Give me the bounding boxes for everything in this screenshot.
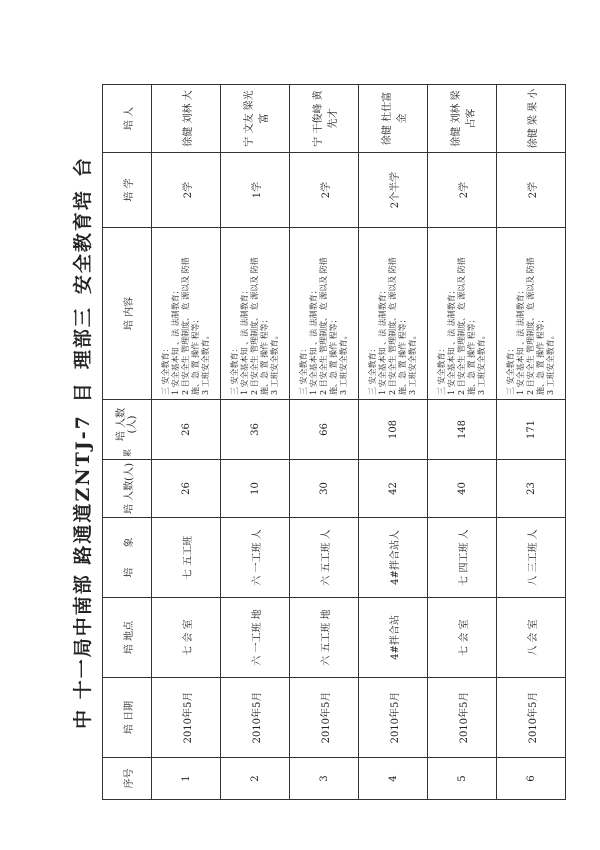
content-line: 三 安全教育： (299, 344, 308, 395)
title-part: 中 十一局中南部 路通道ZNTJ-7 (71, 414, 94, 729)
cell-place: 六 五工班 地 (290, 598, 359, 678)
content-line: 施、急 置 操作 程等； (191, 315, 200, 395)
content-line: 2 目安全生 管理制度、 危 源以及 防措 (319, 257, 328, 395)
cell-date: 2010年5月 (221, 678, 290, 758)
training-register-sheet (62, 85, 562, 800)
content-line: 施、急 置 操作 程等； (467, 315, 476, 395)
cell-content (290, 228, 359, 400)
cell-place: 七 会 室 (428, 598, 497, 678)
cell-date: 2010年5月 (152, 678, 221, 758)
cell-place: 八 会 室 (497, 598, 566, 678)
content-line: 施、急 置 操作 程等； (536, 315, 545, 395)
content-line: 1 安全基本知 、法 法制教育； (447, 286, 456, 395)
cell-seq: 4 (359, 758, 428, 800)
table-row (359, 85, 428, 800)
header-seq: 序号 (103, 758, 152, 800)
cell-hours: 2学 (152, 153, 221, 228)
cell-place: 七 会 室 (152, 598, 221, 678)
cell-cumulative: 148 (428, 400, 497, 460)
header-trainer: 培 人 (103, 85, 152, 153)
content-line: 三 安全教育： (506, 344, 515, 395)
content-line: 1 安全基本知 、法 法制教育； (240, 286, 249, 395)
header-hours: 培 学 (103, 153, 152, 228)
cell-trainer: 徐健 刘林 大 (152, 85, 221, 153)
cell-place: 六 一工班 地 (221, 598, 290, 678)
content-line: 2 目安全生 管理制度、 危 源以及 防措 (457, 257, 466, 395)
content-line: 施、急 置 操作 程等； (329, 315, 338, 395)
header-cumulative-label: 培 人数(人) (116, 407, 138, 442)
content-line: 施、急 置 操作 程等； (398, 315, 407, 395)
content-line: 三 安全教育： (368, 344, 377, 395)
cell-seq: 5 (428, 758, 497, 800)
cell-target: 4#拌合站人 (359, 518, 428, 598)
cell-target: 七 四工班 人 (428, 518, 497, 598)
cell-seq: 6 (497, 758, 566, 800)
content-line: 1 安全基本知 、法 法制教育； (378, 286, 387, 395)
cell-count: 30 (290, 460, 359, 518)
cell-hours: 2学 (428, 153, 497, 228)
cell-date: 2010年5月 (290, 678, 359, 758)
cell-cumulative: 66 (290, 400, 359, 460)
cell-trainer: 徐健 梁 果 小 (497, 85, 566, 153)
cell-seq: 2 (221, 758, 290, 800)
cell-count: 42 (359, 460, 428, 518)
training-record-table (102, 84, 566, 800)
cell-cumulative: 108 (359, 400, 428, 460)
cell-content (221, 228, 290, 400)
content-line: 1 安全基本知 、法 法制教育； (516, 286, 525, 395)
content-line: 3 工班安全教育。 (408, 331, 417, 395)
content-line: 三 安全教育： (437, 344, 446, 395)
title-part: 目 (71, 381, 94, 403)
title-part: 安全教育培 (71, 189, 94, 295)
cell-trainer: 宁 文友 梁光富 (221, 85, 290, 153)
cell-trainer: 徐健 杜仕富 金 (359, 85, 428, 153)
content-line: 3 工班安全教育。 (201, 331, 210, 395)
content-line: 3 工班安全教育。 (477, 331, 486, 395)
cell-target: 六 一工班 人 (221, 518, 290, 598)
header-count: 培 人数(人) (103, 460, 152, 518)
cell-date: 2010年5月 (359, 678, 428, 758)
cell-content (428, 228, 497, 400)
table-row (290, 85, 359, 800)
cell-content (152, 228, 221, 400)
cell-hours: 2学 (497, 153, 566, 228)
cell-place: 4#拌合站 (359, 598, 428, 678)
cell-target: 六 五工班 人 (290, 518, 359, 598)
header-date: 培 日期 (103, 678, 152, 758)
content-line: 3 工班安全教育。 (270, 331, 279, 395)
cell-hours: 1学 (221, 153, 290, 228)
content-line: 2 目安全生 管理制度、 危 源以及 防措 (388, 257, 397, 395)
header-place: 培 地点 (103, 598, 152, 678)
cell-date: 2010年5月 (497, 678, 566, 758)
content-line: 1 安全基本知 、法 法制教育； (171, 286, 180, 395)
header-target: 培 象 (103, 518, 152, 598)
content-line: 2 目安全生 管理制度、 危 源以及 防措 (250, 257, 259, 395)
content-line: 2 目安全生 管理制度、 危 源以及 防措 (181, 257, 190, 395)
content-line: 1 安全基本知 、法 法制教育； (309, 286, 318, 395)
cell-target: 八 三工班 人 (497, 518, 566, 598)
title-part: 台 (71, 156, 94, 178)
table-row (152, 85, 221, 800)
cell-seq: 1 (152, 758, 221, 800)
cell-hours: 2个半学 (359, 153, 428, 228)
cell-content (497, 228, 566, 400)
content-line: 3 工班安全教育。 (339, 331, 348, 395)
cell-cumulative: 26 (152, 400, 221, 460)
table-row (497, 85, 566, 800)
table-header-row (103, 85, 152, 800)
table-row (221, 85, 290, 800)
cell-target: 七 五工班 (152, 518, 221, 598)
content-line: 三 安全教育： (230, 344, 239, 395)
document-title (62, 85, 100, 800)
header-cumulative (103, 400, 152, 460)
cell-date: 2010年5月 (428, 678, 497, 758)
header-cumulative-side: 累 (122, 449, 132, 457)
cell-trainer: 徐健 刘林 梁占客 (428, 85, 497, 153)
content-line: 施、急 置 操作 程等； (260, 315, 269, 395)
table-row (428, 85, 497, 800)
cell-cumulative: 36 (221, 400, 290, 460)
cell-count: 40 (428, 460, 497, 518)
title-part: 理部三 (71, 306, 94, 370)
cell-count: 26 (152, 460, 221, 518)
cell-hours: 2学 (290, 153, 359, 228)
cell-cumulative: 171 (497, 400, 566, 460)
content-line: 2 目安全生 管理制度、 危 源以及 防措 (526, 257, 535, 395)
cell-count: 23 (497, 460, 566, 518)
content-line: 三 安全教育： (161, 344, 170, 395)
cell-seq: 3 (290, 758, 359, 800)
cell-content (359, 228, 428, 400)
cell-count: 10 (221, 460, 290, 518)
header-content: 培 内容 (103, 228, 152, 400)
cell-trainer: 宁 干俊峰 黄先才 (290, 85, 359, 153)
content-line: 3 工班安全教育。 (546, 331, 555, 395)
